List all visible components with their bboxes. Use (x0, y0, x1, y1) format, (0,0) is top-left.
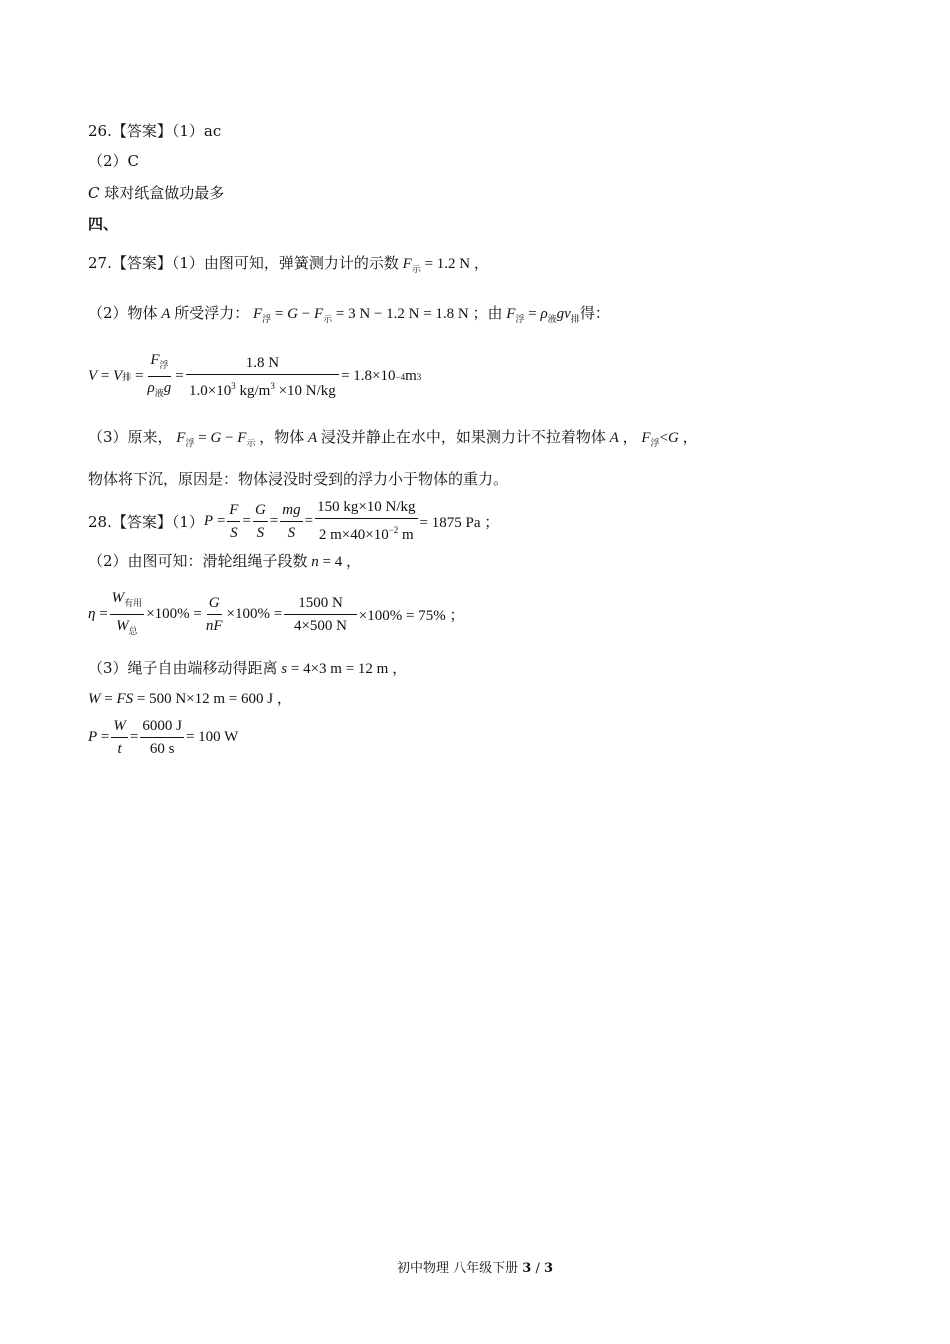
q27-part1: 27.【答案】（1）由图可知，弹簧测力计的示数 $F_示 = 1.2$ N ， (88, 254, 489, 274)
q27-part3-reason: 物体将下沉，原因是：物体浸没时受到的浮力小于物体的重力。 (88, 470, 509, 488)
q28-part3: （3）绳子自由端移动得距离 s = 4×3 m = 12 m ， (88, 659, 408, 677)
page-total: 3 (543, 1261, 554, 1276)
volume-fraction-numeric: $\frac{1.8 N}{1.0\times 10^3 kg/m^3 \times 10 N/kg}$ (186, 353, 339, 401)
q28-power-equation: P = $\frac{W}{t}$ = $\frac{6000 J}{60 s}$ = 100 W (88, 718, 239, 757)
frac-w-useful-total: $\frac{W_{有用}}{W_总}$ (111, 590, 143, 636)
q28-work: W = FS = 500 N×12 m = 600 J ， (88, 691, 292, 707)
page-current: 3 (522, 1261, 532, 1276)
frac-power-numeric: $\frac{6000 J}{60 s}$ (142, 718, 182, 757)
frac-g-nf: $\frac{G}{nF}$ (205, 595, 223, 634)
q28-efficiency-equation: η = $\frac{W_{有用}}{W_总}$ ×100% = $\frac{G}{nF}$ ×100% = $\frac{1500 N}{4\times 500 N}$ ×100% = 75% ； (88, 588, 464, 641)
frac-pressure-numeric: $\frac{150 kg\times 10 N/kg}{2 m\times 40\times 10^{-2} m}$ (317, 499, 416, 543)
frac-f-s: $\frac{F}{S}$ (229, 501, 239, 541)
volume-fraction-symbolic: $\frac{F_浮}{\rho_液g}$ (147, 352, 172, 398)
q26-part2: （2）C (88, 152, 140, 170)
q28-part2: （2）由图可知：滑轮组绳子段数 n = 4 ， (88, 552, 362, 570)
page-footer: 初中物理 八年级下册 3 / 3 (396, 1261, 554, 1276)
section-four: 四、 (88, 215, 119, 233)
q27-part3: （3）原来， $F_浮 = G - F_示$ ，物体 A 浸没并静止在水中，如果测力计不拉着物体 A ， $F_浮<G$ ， (88, 428, 698, 448)
frac-mg-s: $\frac{mg}{S}$ (282, 501, 301, 541)
q26-note: C 球对纸盒做功最多 (88, 184, 225, 202)
frac-w-t: $\frac{W}{t}$ (113, 718, 126, 757)
frac-efficiency-numeric: $\frac{1500 N}{4\times 500 N}$ (284, 593, 357, 636)
q27-part2: （2）物体 A 所受浮力： $F_浮 = G - F_示 = 3$ N − 1.2 N = 1.8 N ；由 $F_浮 = \rho_液gv_排$得： (88, 304, 610, 324)
q28-pressure-equation: 28.【答案】（1） P = $\frac{F}{S}$ = $\frac{G}{S}$ = $\frac{mg}{S}$ = $\frac{150 kg\times 10 N/kg}{2 m\times 40\times 10^{-2} m}$ = 1875 Pa ； (88, 499, 500, 543)
frac-g-s: $\frac{G}{S}$ (254, 501, 266, 541)
q27-volume-equation: V = V 排 = $\frac{F_浮}{\rho_液g}$ = $\frac{1.8 N}{1.0\times 10^3 kg/m^3 \times 10 N/kg}$ = 1.8×10 −4 m 3 (88, 350, 421, 403)
q26-heading: 26.【答案】（1）ac (88, 122, 222, 140)
